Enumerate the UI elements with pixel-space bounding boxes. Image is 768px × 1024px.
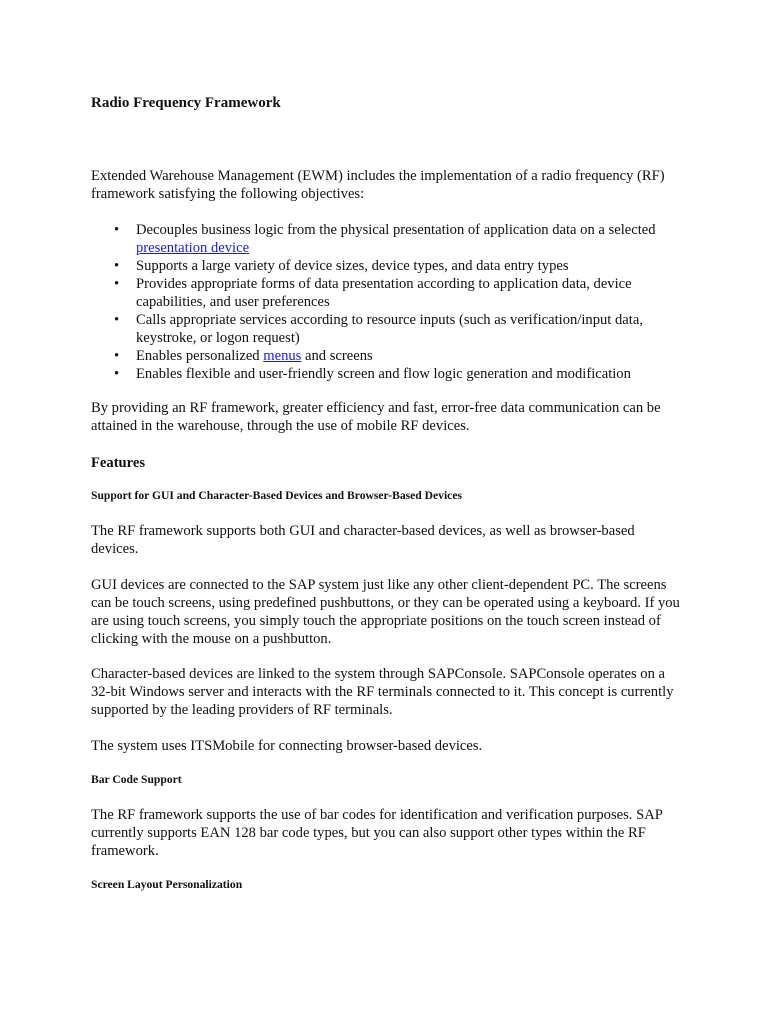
list-item-text: Decouples business logic from the physical presentation of application data on a selected [136,222,656,238]
bar-code-paragraph: The RF framework supports the use of bar codes for identification and verification purposes. SAP currently supports EAN 128 bar code types, but you can also support other types within the RF framework. [91,807,663,859]
list-item [91,347,691,365]
itsmobile-paragraph: The system uses ITSMobile for connecting browser-based devices. [91,738,483,754]
gui-devices-heading: Support for GUI and Character-Based Devices and Browser-Based Devices [91,489,462,502]
gui-paragraph-1: The RF framework supports both GUI and character-based devices, as well as browser-based devices. [91,523,635,557]
list-item [91,257,691,275]
screen-layout-heading: Screen Layout Personalization [91,878,243,891]
list-item [91,365,691,383]
intro-paragraph: Extended Warehouse Management (EWM) includes the implementation of a radio frequency (RF) framework satisfying the following objectives: [91,168,665,202]
gui-paragraph-2: GUI devices are connected to the SAP system just like any other client-dependent PC. The screens can be touch screens, using predefined pushbuttons, or they can be operated using a keyboard. If you are using touch screens, you simply touch the appropriate positions on the touch screen instead of clicking with the mouse on a pushbutton. [91,577,680,647]
page-title: Radio Frequency Framework [91,95,281,111]
list-item [91,275,691,311]
rf-framework-paragraph: By providing an RF framework, greater efficiency and fast, error-free data communication can be attained in the warehouse, through the use of mobile RF devices. [91,400,661,434]
list-item-text: Provides appropriate forms of data presentation according to application data, device capabilities, and user preferences [136,276,632,310]
character-devices-paragraph: Character-based devices are linked to the system through SAPConsole. SAPConsole operates on a 32-bit Windows server and interacts with the RF terminals connected to it. This concept is currently supported by the leading providers of RF terminals. [91,666,674,718]
list-item [91,221,691,257]
list-item-text: Enables personalized [136,348,264,364]
objectives-list [91,221,691,383]
features-heading: Features [91,455,146,471]
menus-link[interactable]: menus [263,348,302,364]
bar-code-heading: Bar Code Support [91,773,182,786]
list-item-text: Calls appropriate services according to resource inputs (such as verification/input data, keystroke, or logon request) [136,312,643,346]
list-item [91,311,691,347]
list-item-text: Enables flexible and user-friendly screen and flow logic generation and modification [136,366,631,382]
list-item-text-after: and screens [301,348,373,364]
list-item-text: Supports a large variety of device sizes, device types, and data entry types [136,258,569,274]
presentation-device-link[interactable]: presentation device [136,240,250,256]
